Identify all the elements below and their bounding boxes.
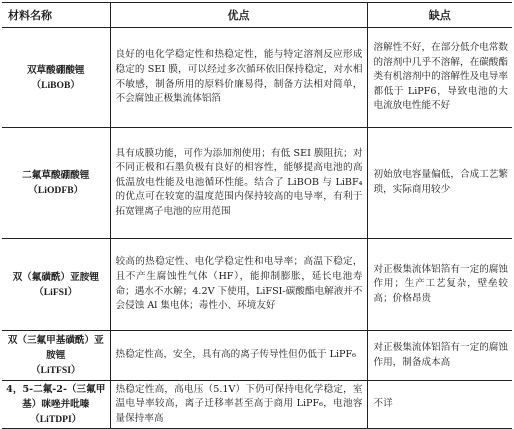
material-abbr: （LiTDPI） xyxy=(30,414,82,425)
disadvantages-cell: 不详 xyxy=(367,381,512,429)
header-material-name: 材料名称 xyxy=(2,3,110,28)
table-row xyxy=(2,128,512,239)
table-header-row xyxy=(2,3,512,28)
material-name: 二氟草酸硼酸锂 xyxy=(22,170,90,181)
disadvantages-cell: 对正极集流体铝箔有一定的腐蚀作用，制备成本高 xyxy=(367,331,512,381)
material-name-cell xyxy=(2,331,110,381)
material-abbr: （LiODFB） xyxy=(28,185,84,196)
advantages-cell: 良好的电化学稳定性和热稳定性，能与特定溶剂反应形成稳定的 SEI 膜，可以经过多次循环依旧保持稳定，对水相不敏感，制备所用的原料价廉易得，制备方法相对简单，不会腐蚀正极集流体铝箔 xyxy=(110,28,367,128)
table-row xyxy=(2,239,512,331)
material-abbr: （LiBOB） xyxy=(31,79,80,91)
material-name: 4，5-二氟-2-（三氟甲基）咪唑并吡嗪 xyxy=(6,384,106,410)
table-row xyxy=(2,331,512,381)
table-row xyxy=(2,381,512,429)
advantages-cell: 热稳定性高，安全，具有高的离子传导性但仍低于 LiPF₆ xyxy=(110,331,367,381)
material-name-cell xyxy=(2,128,110,239)
disadvantages-cell: 初始放电容量偏低，合成工艺繁琐，实际商用较少 xyxy=(367,128,512,239)
advantages-cell: 热稳定性高，高电压（5.1V）下仍可保持电化学稳定，室温电导率较高，离子迁移率甚至高于商用 LiPF₆，电池容量保持率高 xyxy=(110,381,367,429)
header-advantages: 优点 xyxy=(110,3,367,28)
material-name: 双（三氟甲基磺酰）亚胺锂 xyxy=(7,335,104,361)
material-name: 双草酸硼酸锂 xyxy=(26,64,85,76)
material-abbr: （LiTFSI） xyxy=(30,365,81,376)
disadvantages-cell: 对正极集流体铝箔有一定的腐蚀作用；生产工艺复杂，壁垒较高；价格昂贵 xyxy=(367,239,512,331)
advantages-cell: 较高的热稳定性、电化学稳定性和电导率；高温下稳定，且不产生腐蚀性气体（HF），能抑制膨胀，延长电池寿命；遇水不水解；4.2V 下使用，LiFSI-碳酸酯电解液并不会侵蚀 Al 集电体；毒性小、环境友好 xyxy=(110,239,367,331)
material-name-cell xyxy=(2,239,110,331)
header-disadvantages: 缺点 xyxy=(367,3,512,28)
disadvantages-cell: 溶解性不好，在部分低介电常数的溶剂中几乎不溶解，在碳酸酯类有机溶剂中的溶解性及电导率都低于 LiPF6，导致电池的大电流放电性能不好 xyxy=(367,28,512,128)
material-name-cell xyxy=(2,28,110,128)
material-name-cell xyxy=(2,381,110,429)
material-abbr: （LiFSI） xyxy=(34,286,78,298)
material-name: 双（氟磺酰）亚胺锂 xyxy=(12,271,99,283)
table-row xyxy=(2,28,512,128)
electrolyte-salt-table xyxy=(2,2,512,429)
advantages-cell: 具有成膜功能，可作为添加剂使用；有低 SEI 膜阻抗；对不同正极和石墨负极有良好的相容性，能够提高电池的高低温放电性能及电池循环性能。结合了 LiBOB 与 LiBF₄ 的优点可在较宽的温度范围内保持较高的电导率，有利于拓宽锂离子电池的应用范围 xyxy=(110,128,367,239)
